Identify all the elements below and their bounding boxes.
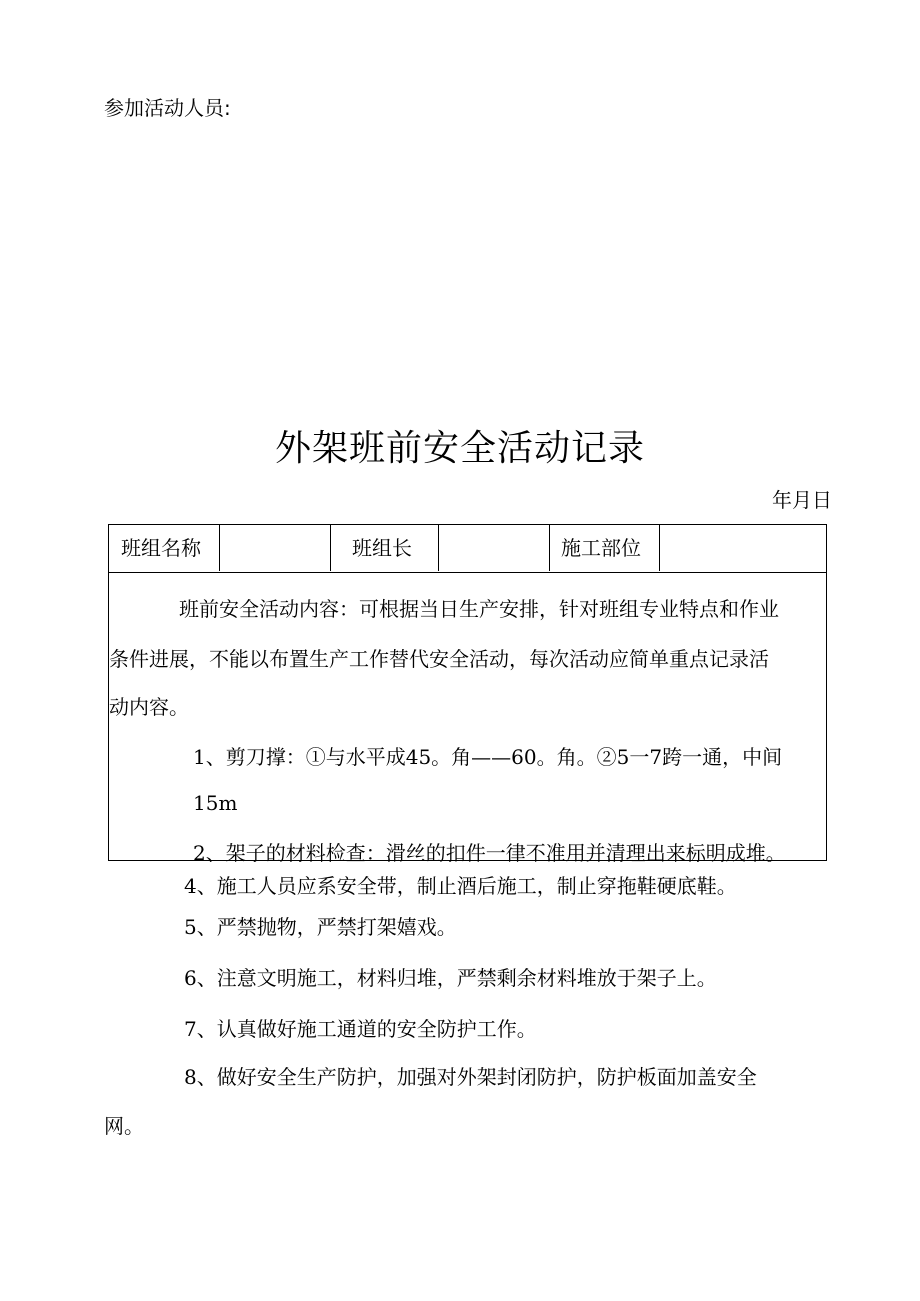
content-item-1-continued: 15m [193, 791, 238, 815]
activity-record-table [108, 524, 827, 865]
team-name-label: 班组名称 [121, 536, 201, 560]
table-header-row [109, 525, 826, 573]
divider [330, 525, 331, 571]
page-title: 外架班前安全活动记录 [274, 428, 645, 469]
work-location-label: 施工部位 [561, 536, 641, 560]
date-label: 年月日 [772, 488, 832, 512]
team-leader-label: 班组长 [352, 536, 412, 560]
list-item: 7、认真做好施工通道的安全防护工作。 [184, 1017, 537, 1041]
content-intro-line: 班前安全活动内容：可根据当日生产安排，针对班组专业特点和作业 [179, 597, 779, 621]
list-item: 5、严禁抛物，严禁打架嬉戏。 [184, 915, 457, 939]
content-intro-line: 动内容。 [109, 695, 189, 719]
content-intro-line: 条件进展，不能以布置生产工作替代安全活动，每次活动应简单重点记录活 [109, 647, 769, 671]
list-item: 6、注意文明施工，材料归堆，严禁剩余材料堆放于架子上。 [184, 966, 717, 990]
team-leader-value[interactable] [439, 525, 549, 571]
content-item-1: 1、剪刀撑：①与水平成45。角——60。角。②5一7跨一通，中间 [193, 745, 783, 769]
team-name-value[interactable] [220, 525, 330, 571]
divider [549, 525, 550, 571]
participants-label: 参加活动人员: [104, 96, 231, 120]
list-item: 8、做好安全生产防护，加强对外架封闭防护，防护板面加盖安全 [184, 1065, 757, 1089]
list-item: 网。 [104, 1114, 144, 1138]
list-item: 4、施工人员应系安全带，制止酒后施工，制止穿拖鞋硬底鞋。 [184, 874, 737, 898]
content-item-2: 2、架子的材料检查：滑丝的扣件一律不准用并清理出来标明成堆。 [193, 841, 786, 865]
work-location-value[interactable] [660, 525, 825, 571]
